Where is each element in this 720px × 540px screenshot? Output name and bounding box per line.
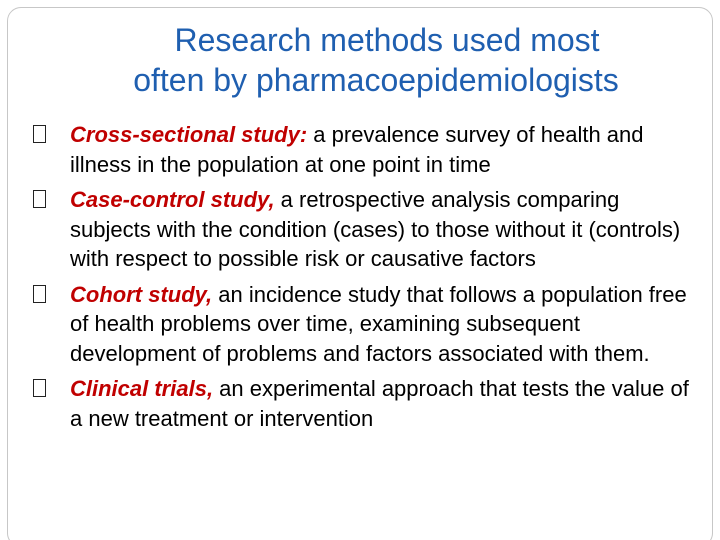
bullet-case-control xyxy=(33,185,693,274)
square-bullet-icon xyxy=(33,190,46,208)
bullet-term: Clinical trials, xyxy=(70,376,214,401)
bullet-term: Case-control study, xyxy=(70,187,275,212)
square-bullet-icon xyxy=(33,379,46,397)
square-bullet-icon xyxy=(33,125,46,143)
bullet-text: an incidence study that follows a population free of health problems over time, examining subsequent development of problems and factors associated with them. xyxy=(70,281,687,366)
bullet-term: Cohort study, xyxy=(70,281,213,307)
bullet-clinical-trials xyxy=(33,374,693,433)
bullet-text: a prevalence survey of health and illness in the population at one point in time xyxy=(70,122,644,177)
slide-title-line-2: often by pharmacoepidemiologists xyxy=(133,62,619,98)
square-bullet-icon xyxy=(33,285,46,303)
slide-title-line-1: Research methods used most xyxy=(174,22,600,58)
bullet-cohort xyxy=(33,280,693,369)
bullet-cross-sectional xyxy=(33,120,693,179)
bullet-text: a retrospective analysis comparing subjects with the condition (cases) to those without it (controls) with respect to possible risk or causative factors xyxy=(70,187,681,271)
bullet-list xyxy=(33,120,693,439)
slide-title xyxy=(40,20,712,100)
bullet-text: an experimental approach that tests the value of a new treatment or intervention xyxy=(70,376,689,431)
bullet-term: Cross-sectional study: xyxy=(70,122,308,147)
